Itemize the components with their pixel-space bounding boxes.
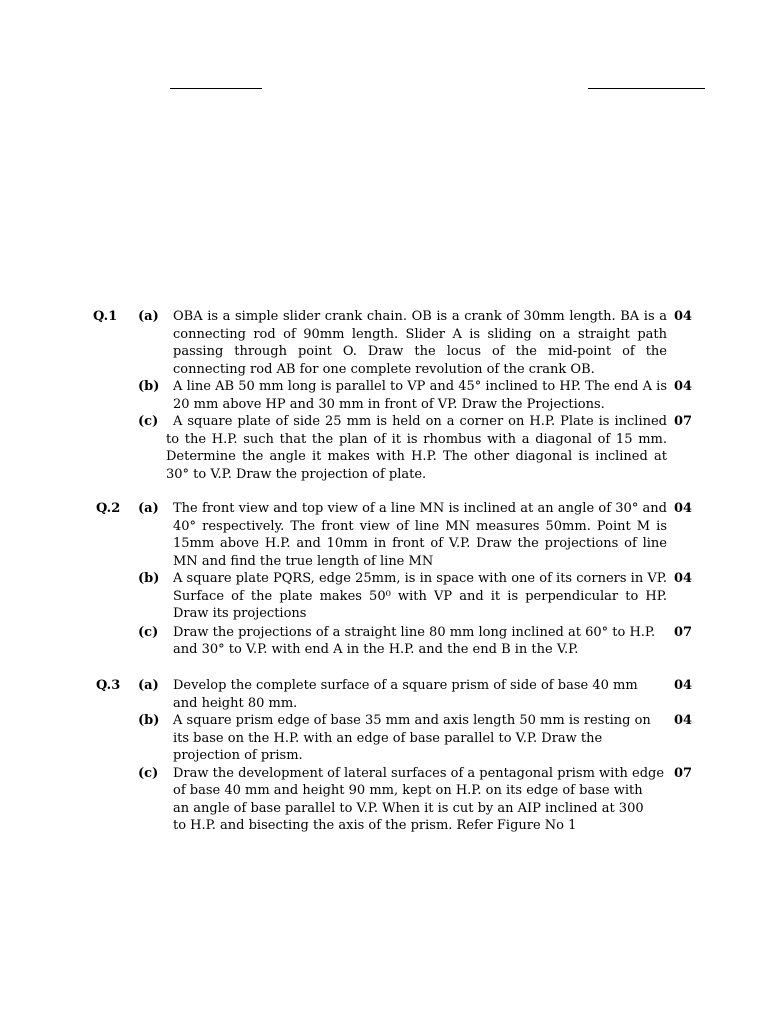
marks: 07 (674, 624, 693, 640)
question-number: Q.3 (96, 678, 121, 693)
marks: 07 (674, 765, 693, 781)
text-line: of base 40 mm and height 90 mm, kept on H.P. on its edge of base with (173, 783, 643, 798)
text-line: and height 80 mm. (173, 695, 298, 711)
part-label: (c) (138, 624, 159, 640)
part-label: (b) (138, 379, 160, 394)
part-text: The front view and top view of a line MN is inclined at an angle of 30° and 40° respectively. The front view of line MN measures 50mm. Point M is 15mm above H.P. and 10mm in front of V.P. Draw the projections of line MN and find the true length of line MN (173, 501, 667, 569)
text-line: Develop the complete surface of a square prism of side of base 40 mm (173, 678, 638, 693)
part-label: (a) (138, 678, 159, 693)
part-label: (b) (138, 571, 160, 586)
question-2-part-b (0, 570, 768, 623)
question-1-part-a (0, 308, 768, 378)
part-text: Draw the projections of a straight line 80 mm long inclined at 60° to H.P. and 30° to V.P. with end A in the H.P. and the end B in the V.P. (173, 624, 656, 657)
marks: 04 (674, 678, 693, 693)
text-line: its base on the H.P. with an edge of base parallel to V.P. Draw the (173, 730, 603, 746)
marks: 04 (674, 379, 693, 394)
text-line: Draw the development of lateral surfaces of a pentagonal prism with edge (173, 765, 665, 781)
question-number: Q.2 (96, 501, 121, 516)
part-label: (a) (138, 309, 159, 324)
part-text (173, 677, 667, 712)
part-label: (b) (138, 713, 160, 728)
question-3-part-b (0, 712, 768, 765)
question-1-part-c (0, 413, 768, 483)
text-line: an angle of base parallel to V.P. When it is cut by an AIP inclined at 300 (173, 800, 644, 816)
part-text: A square plate of side 25 mm is held on a corner on H.P. Plate is inclined to the H.P. such that the plan of it is rhombus with a diagonal of 15 mm. Determine the angle it makes with H.P. The other diagonal is inclined at 30° to V.P. Draw the projection of plate. (166, 414, 667, 482)
text-line: projection of prism. (173, 748, 303, 763)
part-text (173, 712, 667, 765)
part-text: A square plate PQRS, edge 25mm, is in space with one of its corners in VP. Surface of the plate makes 50⁰ with VP and it is perpendicular to HP. Draw its projections (173, 571, 667, 621)
question-2-part-c (0, 624, 768, 659)
question-2-part-a (0, 500, 768, 570)
part-text: OBA is a simple slider crank chain. OB is a crank of 30mm length. BA is a connecting rod of 90mm length. Slider A is sliding on a straight path passing through point O. Draw the locus of the mid-point of the connecting rod AB for one complete revolution of the crank OB. (173, 309, 667, 377)
blank-line-left (170, 88, 262, 89)
part-label: (c) (138, 414, 159, 429)
marks: 07 (674, 414, 693, 429)
question-1-part-b (0, 378, 768, 413)
question-3 (0, 677, 768, 835)
question-number: Q.1 (93, 309, 118, 324)
question-1 (0, 308, 768, 483)
blank-line-right (588, 88, 705, 89)
part-text: A line AB 50 mm long is parallel to VP and 45° inclined to HP. The end A is 20 mm above HP and 30 mm in front of VP. Draw the Projections. (173, 379, 667, 412)
marks: 04 (674, 571, 693, 586)
question-3-part-a (0, 677, 768, 712)
question-3-part-c (0, 765, 768, 835)
marks: 04 (674, 501, 693, 516)
text-line: A square prism edge of base 35 mm and axis length 50 mm is resting on (173, 713, 651, 728)
question-2 (0, 500, 768, 659)
marks: 04 (674, 713, 693, 728)
text-line: to H.P. and bisecting the axis of the prism. Refer Figure No 1 (173, 818, 577, 833)
part-label: (a) (138, 501, 159, 516)
marks: 04 (674, 309, 693, 324)
part-text (173, 765, 667, 835)
part-label: (c) (138, 765, 159, 781)
